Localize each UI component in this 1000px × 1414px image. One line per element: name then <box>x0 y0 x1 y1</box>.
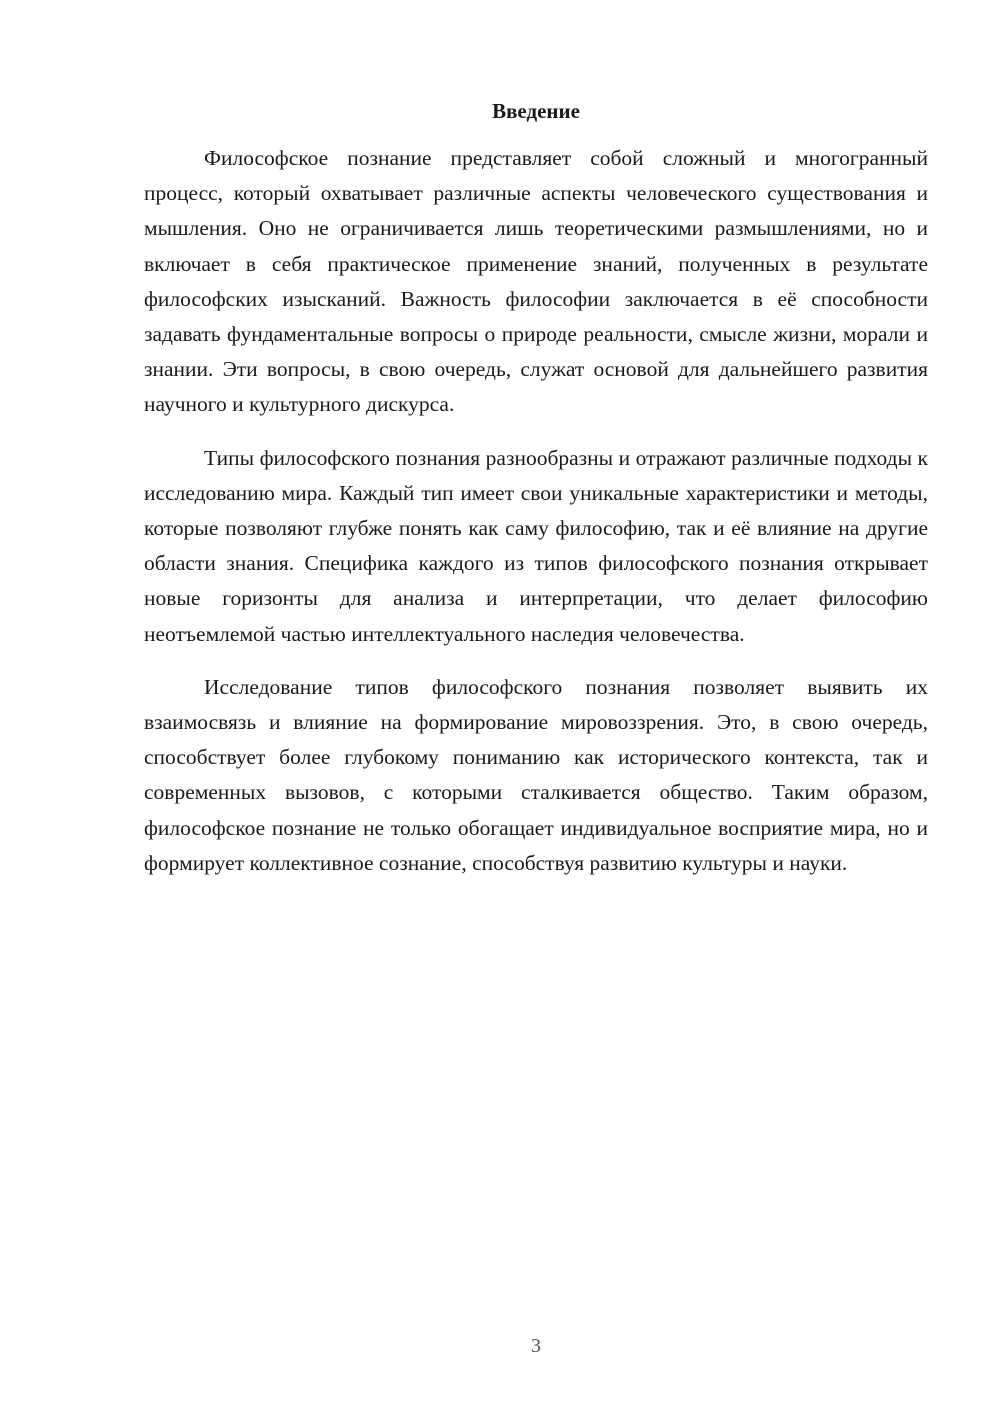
page-number: 3 <box>531 1335 541 1357</box>
section-title: Введение <box>492 99 580 123</box>
paragraph-1: Философское познание представляет собой сложный и многогранный процесс, который охватывает различные аспекты человеческого существования и мышления. Оно не ограничивается лишь теоретическими размышлениями, но и включает в себя практическое применение знаний, полученных в результате философских изысканий. Важность философии заключается в её способности задавать фундаментальные вопросы о природе реальности, смысле жизни, морали и знании. Эти вопросы, в свою очередь, служат основой для дальнейшего развития научного и культурного дискурса. <box>144 146 928 417</box>
paragraph-3: Исследование типов философского познания позволяет выявить их взаимосвязь и влияние на формирование мировоззрения. Это, в свою очередь, способствует более глубокому пониманию как исторического контекста, так и современных вызовов, с которыми сталкивается общество. Таким образом, философское познание не только обогащает индивидуальное восприятие мира, но и формирует коллективное сознание, способствуя развитию культуры и науки. <box>144 674 928 875</box>
body-text <box>144 141 928 899</box>
paragraph-2: Типы философского познания разнообразны и отражают различные подходы к исследованию мира. Каждый тип имеет свои уникальные характеристики и методы, которые позволяют глубже понять как саму философию, так и её влияние на другие области знания. Специфика каждого из типов философского познания открывает новые горизонты для анализа и интерпретации, что делает философию неотъемлемой частью интеллектуального наследия человечества. <box>144 445 928 646</box>
